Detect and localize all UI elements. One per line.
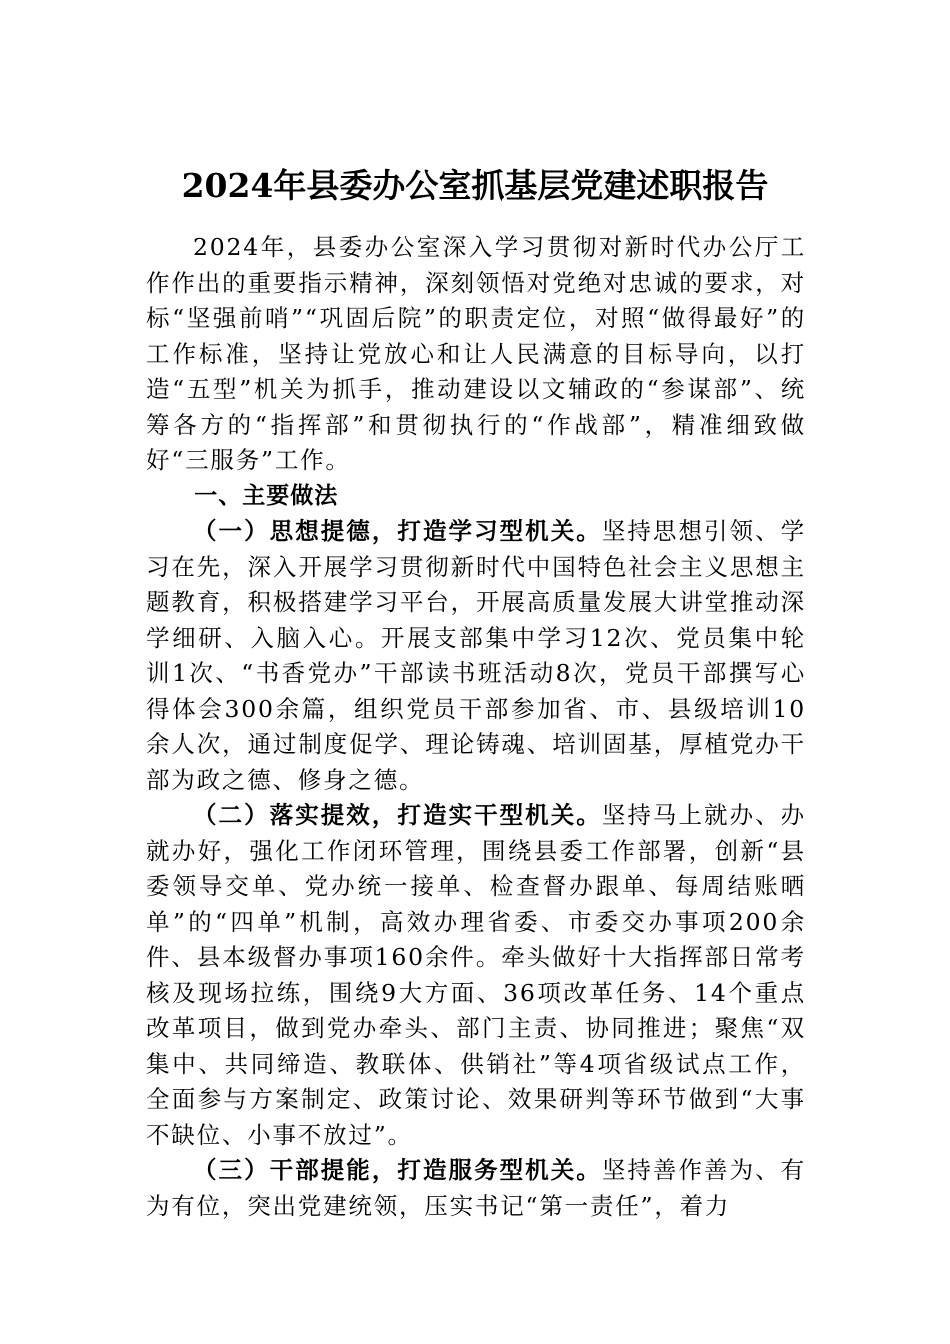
section-heading-main-practices: 一、主要做法 xyxy=(194,482,339,509)
item-paragraph-learning xyxy=(146,514,806,798)
item-text-learning: 坚持思想引领、学习在先，深入开展学习贯彻新时代中国特色社会主义思想主题教育，积极搭建学习平台，开展高质量发展大讲堂推动深学细研、入脑入心。开展支部集中学习12次、党员集中轮训1次、“书香党办”干部读书班活动8次，党员干部撰写心得体会300余篇，组织党员干部参加省、市、县级培训10余人次，通过制度促学、理论铸魂、培训固基，厚植党办干部为政之德、修身之德。 xyxy=(146,517,806,794)
intro-paragraph: 2024年，县委办公室深入学习贯彻对新时代办公厅工作作出的重要指示精神，深刻领悟对党绝对忠诚的要求，对标“坚强前哨”“巩固后院”的职责定位，对照“做得最好”的工作标准，坚持让党放心和让人民满意的目标导向，以打造“五型”机关为抓手，推动建设以文辅政的“参谋部”、统筹各方的“指挥部”和贯彻执行的“作战部”，精准细致做好“三服务”工作。 xyxy=(146,233,806,474)
item-text-service: 坚持善作善为、有为有位，突出党建统领，压实书记“第一责任”，着力 xyxy=(146,1156,806,1220)
document-title: 2024年县委办公室抓基层党建述职报告 xyxy=(181,166,769,205)
item-text-practical: 坚持马上就办、办就办好，强化工作闭环管理，围绕县委工作部署，创新“县委领导交单、党办统一接单、检查督办跟单、每周结账晒单”的“四单”机制，高效办理省委、市委交办事项200余件、县本级督办事项160余件。牵头做好十大指挥部日常考核及现场拉练，围绕9大方面、36项改革任务、14个重点改革项目，做到党办牵头、部门主责、协同推进；聚焦“双集中、共同缔造、教联体、供销社”等4项省级试点工作，全面参与方案制定、政策讨论、效果研判等环节做到“大事不缺位、小事不放过”。 xyxy=(146,801,806,1149)
document-body xyxy=(146,230,806,1224)
item-lead-practical: （二）落实提效，打造实干型机关。 xyxy=(193,801,602,829)
item-lead-service: （三）干部提能，打造服务型机关。 xyxy=(193,1156,602,1184)
item-paragraph-service xyxy=(146,1153,806,1224)
item-paragraph-practical xyxy=(146,798,806,1153)
item-lead-learning: （一）思想提德，打造学习型机关。 xyxy=(193,517,602,545)
